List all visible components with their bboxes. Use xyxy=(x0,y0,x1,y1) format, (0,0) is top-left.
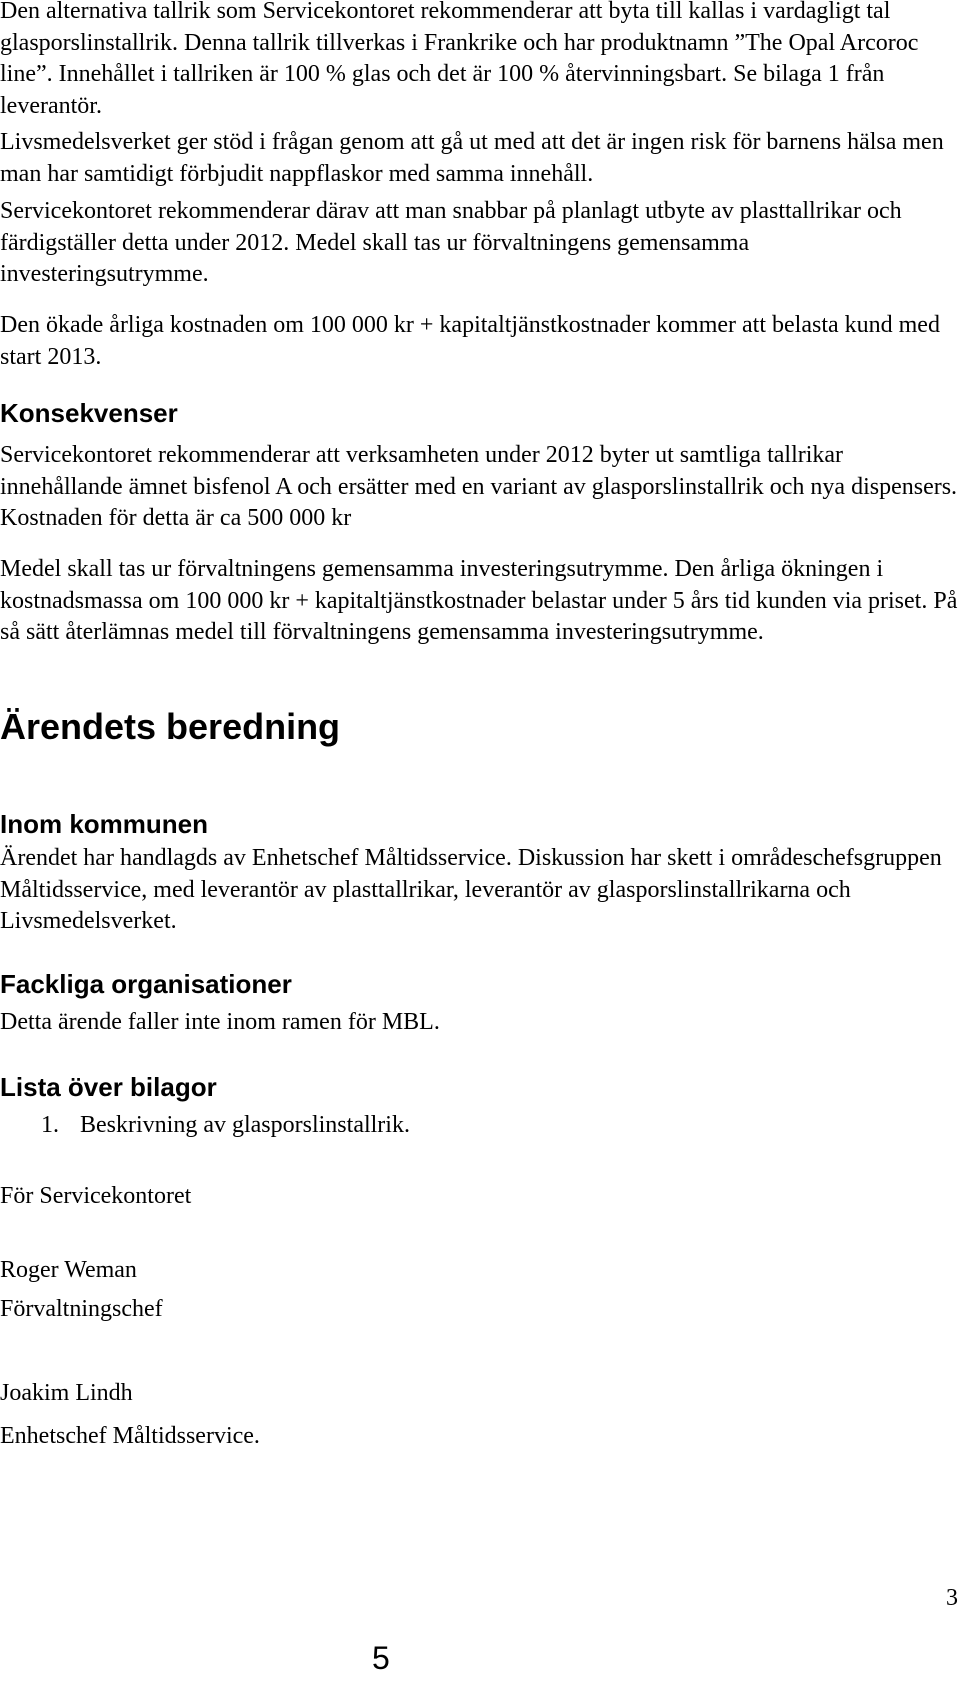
konsekvenser-heading: Konsekvenser xyxy=(0,398,178,428)
signature-person2-name: Joakim Lindh xyxy=(0,1380,133,1406)
page-number-bottom: 5 xyxy=(372,1640,390,1676)
bilagor-heading: Lista över bilagor xyxy=(0,1072,217,1102)
konsekvenser-paragraph-2: Medel skall tas ur förvaltningens gemensamma investeringsutrymme. Den årliga ökningen i kostnadsmassa om 100 000 kr + kapitaltjänstkostnader belastar under 5 års tid kunden via priset. På så sätt återlämnas medel till förvaltningens gemensamma investeringsutrymme. xyxy=(0,556,958,645)
livsmedelsverket-paragraph: Livsmedelsverket ger stöd i frågan genom att gå ut med att det är ingen risk för barnens hälsa men man har samtidigt förbjudit nappflaskor med samma innehåll. xyxy=(0,129,944,187)
fackliga-heading: Fackliga organisationer xyxy=(0,969,292,999)
bilagor-item-number: 1. xyxy=(41,1112,59,1138)
intro-paragraph: Den alternativa tallrik som Servicekontoret rekommenderar att byta till kallas i vardagligt tal glasporslinstallrik. Denna tallrik tillverkas i Frankrike och har produktnamn ”The Opal Arcoroc line”. Innehållet i tallriken är 100 % glas och det är 100 % återvinningsbart. Se bilaga 1 från leverantör. xyxy=(0,0,919,119)
inom-kommunen-paragraph: Ärendet har handlagds av Enhetschef Måltidsservice. Diskussion har skett i områdeschefsgruppen Måltidsservice, med leverantör av plasttallrikar, leverantör av glasporslinstallrikarna och Livsmedelsverket. xyxy=(0,845,942,934)
signature-person1-title: Förvaltningschef xyxy=(0,1296,163,1322)
cost-paragraph: Den ökade årliga kostnaden om 100 000 kr + kapitaltjänstkostnader kommer att belasta kund med start 2013. xyxy=(0,312,940,370)
inom-kommunen-heading: Inom kommunen xyxy=(0,809,209,839)
recommendation-paragraph: Servicekontoret rekommenderar därav att man snabbar på planlagt utbyte av plasttallrikar och färdigställer detta under 2012. Medel skall tas ur förvaltningens gemensamma investeringsutrymme. xyxy=(0,198,902,287)
signature-person2-title: Enhetschef Måltidsservice. xyxy=(0,1423,260,1449)
konsekvenser-paragraph-1: Servicekontoret rekommenderar att verksamheten under 2012 byter ut samtliga tallrikar innehållande ämnet bisfenol A och ersätter med en variant av glasporslinstallrik och nya dispensers. Kostnaden för detta är ca 500 000 kr xyxy=(0,442,958,531)
bilagor-item-text: Beskrivning av glasporslinstallrik. xyxy=(80,1112,410,1138)
page-number-right: 3 xyxy=(946,1585,958,1611)
signature-person1-name: Roger Weman xyxy=(0,1257,137,1283)
fackliga-paragraph: Detta ärende faller inte inom ramen för MBL. xyxy=(0,1009,440,1035)
signature-for-line: För Servicekontoret xyxy=(0,1183,192,1209)
bilagor-list-item xyxy=(41,1110,410,1140)
arendets-beredning-heading: Ärendets beredning xyxy=(0,706,341,747)
